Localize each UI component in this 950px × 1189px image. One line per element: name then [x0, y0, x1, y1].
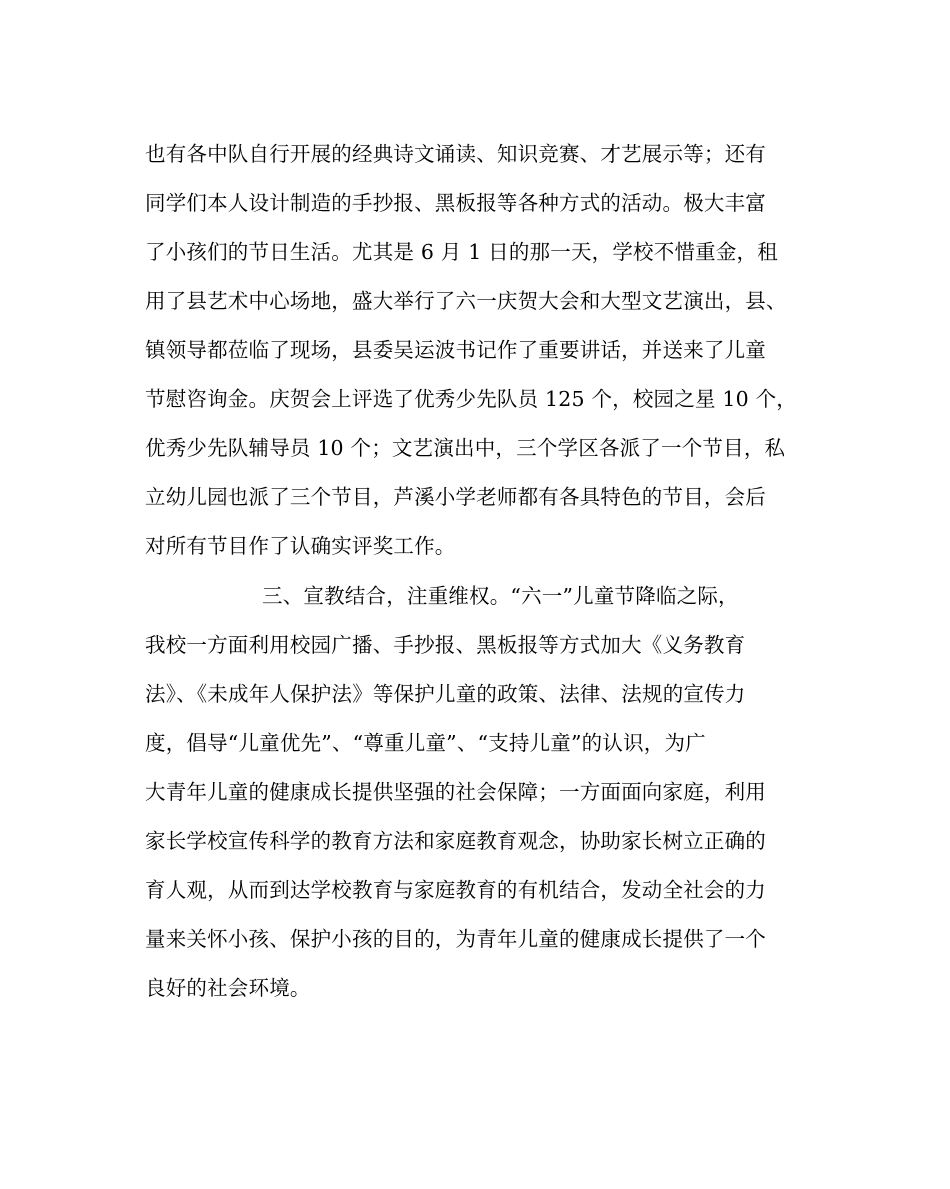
paragraph-1-line: 用了县艺术中心场地，盛大举行了六一庆贺大会和大型文艺演出，县、: [145, 289, 787, 313]
paragraph-1-line: 优秀少先队辅导员 10 个；文艺演出中，三个学区各派了一个节目，私: [145, 436, 786, 460]
paragraph-2-heading-line: 三、宣教结合，注重维权。“六一”儿童节降临之际，: [262, 584, 739, 608]
paragraph-2-line: 我校一方面利用校园广播、手抄报、黑板报等方式加大《义务教育: [145, 633, 746, 657]
paragraph-2-line: 度，倡导“儿童优先”、“尊重儿童”、“支持儿童”的认识，为广: [145, 731, 706, 755]
paragraph-2-line: 量来关怀小孩、保护小孩的目的，为青年儿童的健康成长提供了一个: [145, 927, 766, 951]
paragraph-1-line: 同学们本人设计制造的手抄报、黑板报等各种方式的活动。极大丰富: [145, 191, 766, 215]
paragraph-1-line: 立幼儿园也派了三个节目，芦溪小学老师都有各具特色的节目，会后: [145, 485, 766, 509]
paragraph-2-line: 良好的社会环境。: [145, 976, 311, 1000]
paragraph-1-line: 节慰咨询金。庆贺会上评选了优秀少先队员 125 个，校园之星 10 个，: [145, 387, 797, 411]
paragraph-1-line: 对所有节目作了认确实评奖工作。: [145, 534, 456, 558]
paragraph-2-line: 家长学校宣传科学的教育方法和家庭教育观念，协助家长树立正确的: [145, 829, 766, 853]
paragraph-1: [145, 130, 815, 571]
paragraph-2: [145, 572, 815, 1013]
paragraph-2-line: 育人观，从而到达学校教育与家庭教育的有机结合，发动全社会的力: [145, 878, 766, 902]
paragraph-2-line: 大青年儿童的健康成长提供坚强的社会保障；一方面面向家庭，利用: [145, 780, 766, 804]
paragraph-1-line: 镇领导都莅临了现场，县委吴运波书记作了重要讲话，并送来了儿童: [145, 338, 766, 362]
paragraph-2-line: 法》、《未成年人保护法》等保护儿童的政策、法律、法规的宣传力: [145, 682, 746, 706]
paragraph-1-line: 了小孩们的节日生活。尤其是 6 月 1 日的那一天，学校不惜重金，租: [145, 240, 778, 264]
paragraph-1-line: 也有各中队自行开展的经典诗文诵读、知识竞赛、才艺展示等；还有: [145, 142, 766, 166]
